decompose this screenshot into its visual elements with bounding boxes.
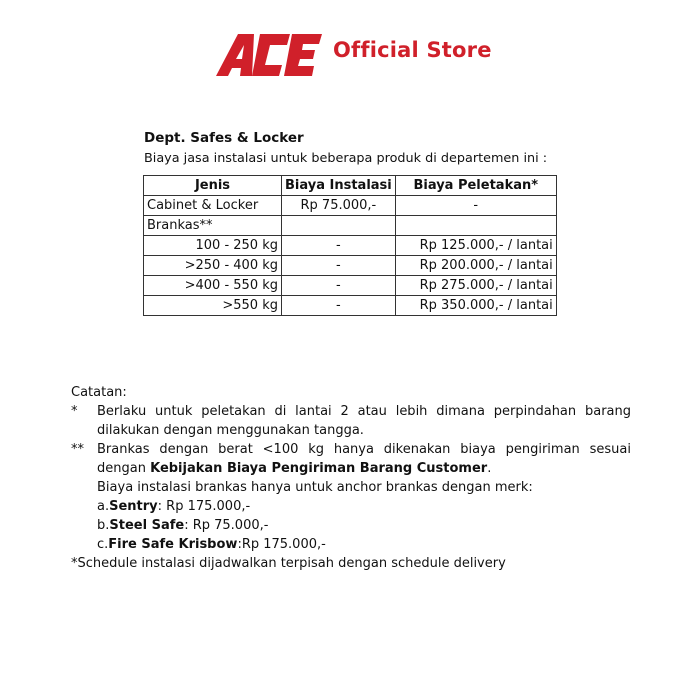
table-cell: Cabinet & Locker xyxy=(144,196,282,216)
brand-item: c.Fire Safe Krisbow:Rp 175.000,- xyxy=(97,537,326,552)
table-cell: - xyxy=(282,296,396,316)
table-cell: 100 - 250 kg xyxy=(144,236,282,256)
notes xyxy=(71,383,631,573)
shipping-policy-name: Kebijakan Biaya Pengiriman Barang Customer xyxy=(150,461,488,476)
table-cell: - xyxy=(282,256,396,276)
header xyxy=(0,28,700,84)
brand-item: a.Sentry: Rp 175.000,- xyxy=(97,499,251,514)
table-cell: >400 - 550 kg xyxy=(144,276,282,296)
table-cell: - xyxy=(282,236,396,256)
table-cell: - xyxy=(282,276,396,296)
table-cell: Rp 275.000,- / lantai xyxy=(395,276,556,296)
table-row xyxy=(144,216,557,236)
fee-table xyxy=(143,175,557,316)
table-row xyxy=(144,236,557,256)
table-cell: Rp 350.000,- / lantai xyxy=(395,296,556,316)
note-text: Brankas dengan berat <100 kg hanya dikenakan biaya pengiriman sesuai dengan Kebijakan Biaya Pengiriman Barang Customer. xyxy=(97,442,631,476)
column-header: Biaya Instalasi xyxy=(282,176,396,196)
note-text: Berlaku untuk peletakan di lantai 2 atau lebih dimana perpindahan barang dilakukan dengan menggunakan tangga. xyxy=(97,404,631,438)
note-item xyxy=(71,440,631,478)
notes-title: Catatan: xyxy=(71,385,127,400)
column-header: Jenis xyxy=(144,176,282,196)
table-cell: Rp 125.000,- / lantai xyxy=(395,236,556,256)
table-cell: Rp 75.000,- xyxy=(282,196,396,216)
table-cell: >550 kg xyxy=(144,296,282,316)
table-row xyxy=(144,196,557,216)
section-title: Dept. Safes & Locker xyxy=(144,130,304,146)
table-cell xyxy=(395,216,556,236)
svg-text:ACE: ACE xyxy=(214,32,216,33)
anchor-intro: Biaya instalasi brankas hanya untuk anchor brankas dengan merk: xyxy=(97,480,533,495)
table-row xyxy=(144,276,557,296)
table-cell xyxy=(282,216,396,236)
table-cell: >250 - 400 kg xyxy=(144,256,282,276)
table-header-row xyxy=(144,176,557,196)
brand-item: b.Steel Safe: Rp 75.000,- xyxy=(97,518,269,533)
table-cell: Rp 200.000,- / lantai xyxy=(395,256,556,276)
table-row xyxy=(144,296,557,316)
section-subtitle: Biaya jasa instalasi untuk beberapa produk di departemen ini : xyxy=(144,151,548,166)
note-marker: * xyxy=(71,404,78,419)
schedule-note: *Schedule instalasi dijadwalkan terpisah dengan schedule delivery xyxy=(71,556,506,571)
store-label: Official Store xyxy=(333,38,492,62)
table-row xyxy=(144,256,557,276)
column-header: Biaya Peletakan* xyxy=(395,176,556,196)
table-cell: Brankas** xyxy=(144,216,282,236)
note-marker: ** xyxy=(71,442,84,457)
table-cell: - xyxy=(395,196,556,216)
note-item xyxy=(71,402,631,440)
ace-logo xyxy=(214,32,324,78)
